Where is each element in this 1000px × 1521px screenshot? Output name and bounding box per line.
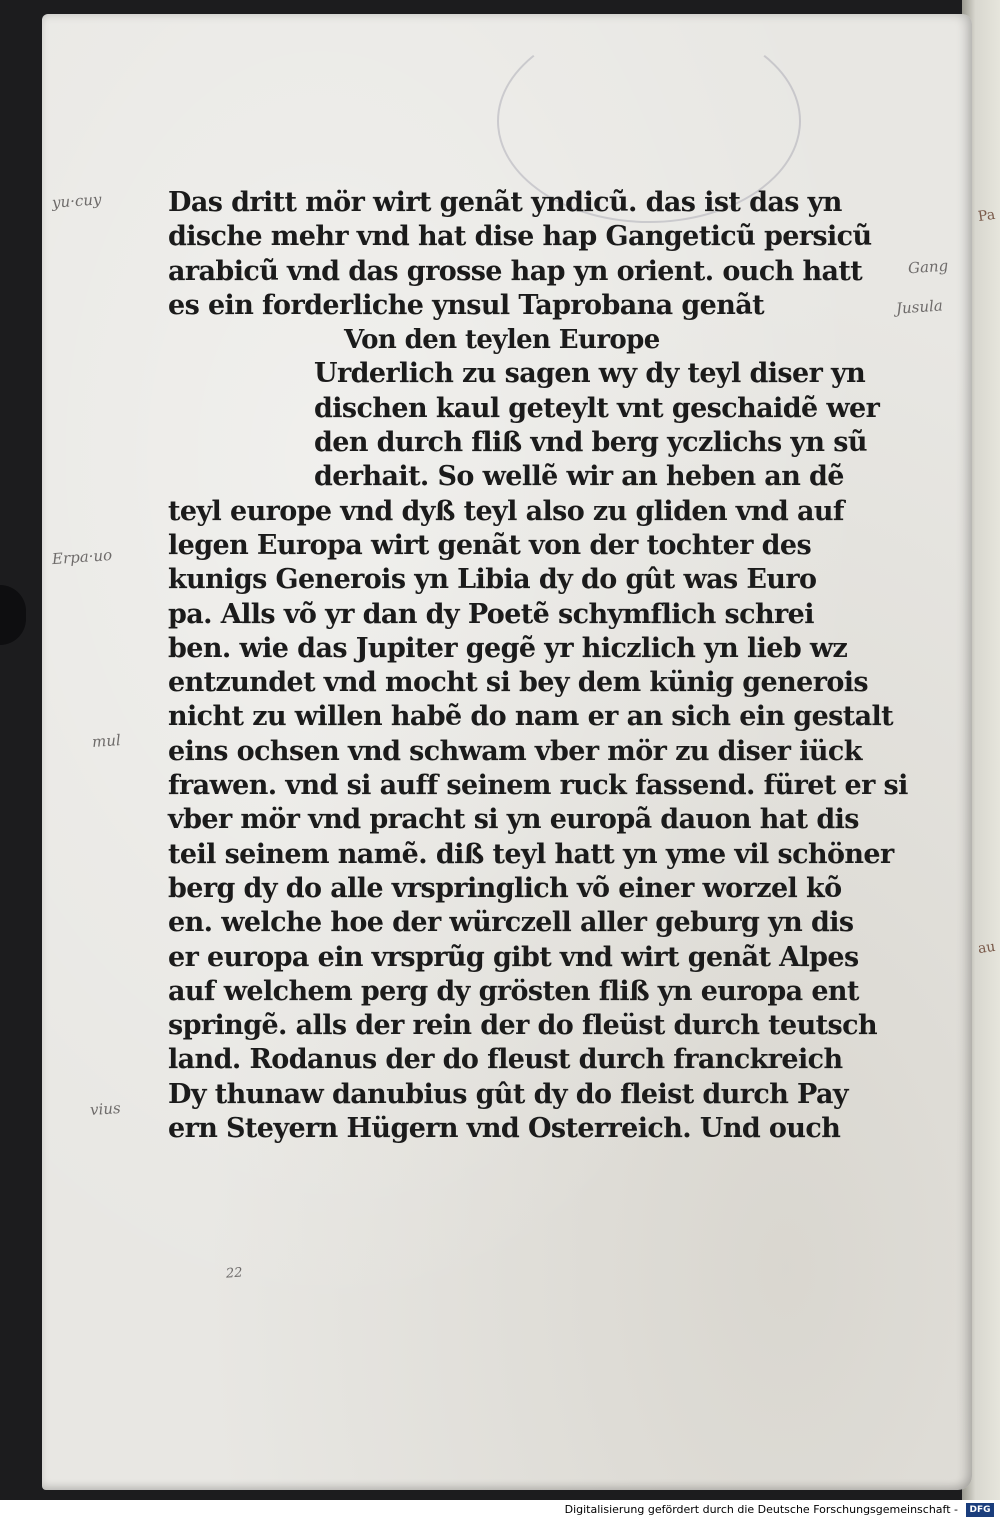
text-line: teil seinem namẽ. diß teyl hatt yn yme vil schöner [168,838,894,870]
text-line: Dy thunaw danubius gût dy do fleist durch Pay [168,1078,848,1110]
text-line: den durch fliß vnd berg yczlichs yn sũ [314,427,867,459]
text-line: arabicũ vnd das grosse hap yn orient. ouch hatt [168,255,863,287]
text-line: eins ochsen vnd schwam vber mör zu diser iück [168,735,862,767]
clasp-shadow [0,585,26,645]
text-line: dischen kaul geteylt vnt geschaidẽ wer [314,392,880,424]
text-line: teyl europe vnd dyß teyl also zu gliden vnd auf [168,495,844,527]
text-line: entzundet vnd mocht si bey dem künig generois [168,667,869,699]
margin-note: Gang [907,256,949,278]
text-line: berg dy do alle vrspringlich võ einer worzel kõ [168,872,842,904]
adjacent-page-note: au [976,938,997,958]
text-line: ern Steyern Hügern vnd Osterreich. Und ouch [168,1113,841,1145]
footer-credit: Digitalisierung gefördert durch die Deutsche Forschungsgemeinschaft - [564,1503,958,1516]
text-line: er europa ein vrsprũg gibt vnd wirt genãt Alpes [168,941,859,973]
text-line: pa. Alls võ yr dan dy Poetẽ schymflich schrei [168,598,814,630]
text-line: en. welche hoe der würczell aller geburg yn dis [168,907,854,939]
margin-note: 22 [225,1265,244,1282]
text-line: derhait. So wellẽ wir an heben an dẽ [314,461,844,493]
section-heading: Von den teylen Europe [344,325,660,356]
text-line: Urderlich zu sagen wy dy teyl diser yn [314,358,866,390]
text-line: legen Europa wirt genãt von der tochter des [168,529,812,561]
text-line: springẽ. alls der rein der do fleüst durch teutsch [168,1010,877,1042]
margin-note: Jusula [895,296,944,318]
text-line: land. Rodanus der do fleust durch franckreich [168,1044,843,1076]
page-text-block [168,186,908,1146]
text-line: kunigs Generois yn Libia dy do gût was Euro [168,564,817,596]
text-line: auf welchem perg dy grösten fliß yn europa ent [168,975,859,1007]
text-line: nicht zu willen habẽ do nam er an sich ein gestalt [168,701,894,733]
dfg-logo-icon: DFG [966,1503,994,1517]
text-line: frawen. vnd si auff seinem ruck fassend. füret er si [168,770,908,802]
margin-note: yu·cuy [51,190,103,212]
text-line: Das dritt mör wirt genãt yndicũ. das ist das yn [168,187,842,218]
adjacent-page-note: Pa [976,206,997,226]
margin-note: vius [89,1098,122,1120]
text-line: dische mehr vnd hat dise hap Gangeticũ persicũ [168,221,872,253]
text-line: vber mör vnd pracht si yn europã dauon hat dis [168,804,859,836]
digitization-footer [0,1500,1000,1521]
text-line: ben. wie das Jupiter gegẽ yr hiczlich yn lieb wz [168,632,848,664]
margin-note: mul [91,731,122,751]
margin-note: Erpa·uo [51,545,113,569]
text-line: es ein forderliche ynsul Taprobana genãt [168,289,765,321]
